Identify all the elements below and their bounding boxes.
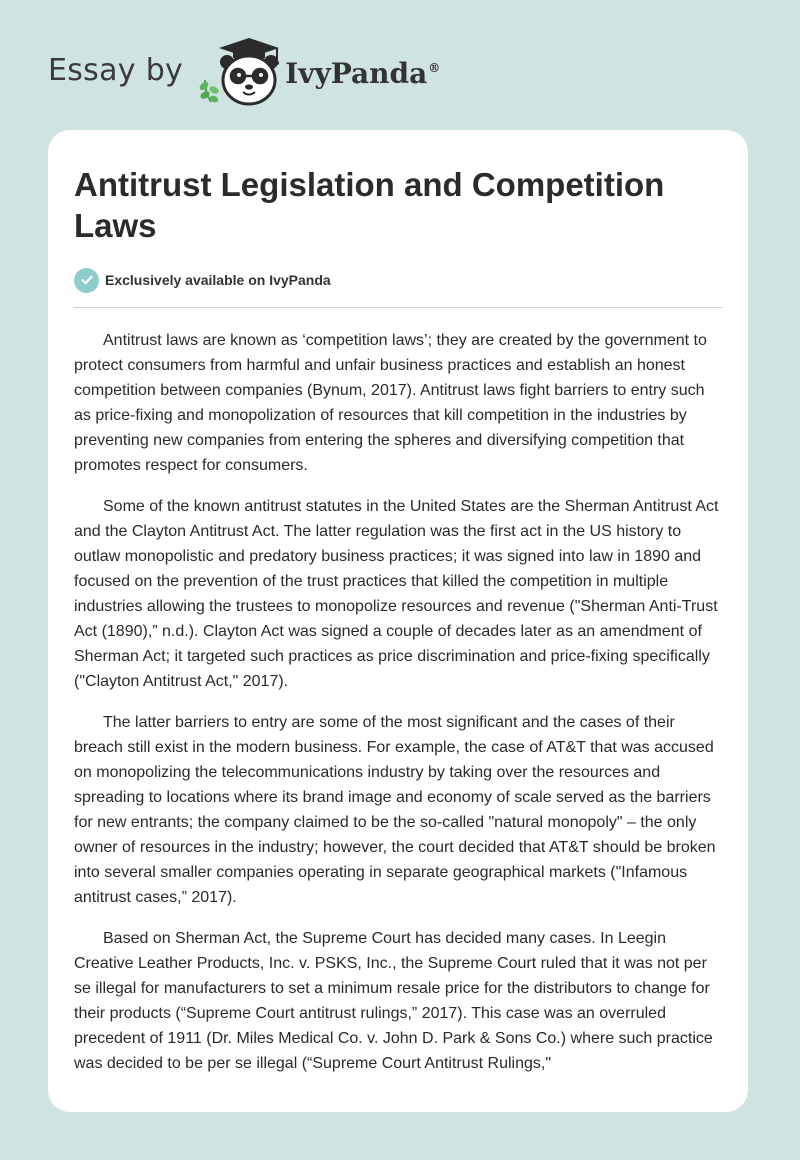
exclusive-badge: [74, 266, 722, 294]
brand-name[interactable]: [285, 57, 440, 90]
paragraph: Antitrust laws are known as ‘competition laws’; they are created by the government to protect consumers from harmful and unfair business practices and establish an honest competition between companies (Bynum, 2017). Antitrust laws fight barriers to entry such as price-fixing and monopolization of resources that kill competition in the industries by preventing new companies from entering the spheres and diversifying competition that promotes respect for consumers.: [74, 332, 707, 474]
badge-text: Exclusively available on IvyPanda: [105, 272, 331, 288]
essay-body: [74, 328, 722, 1076]
brand-prefix: Essay by: [48, 52, 184, 88]
panda-logo-icon[interactable]: [197, 36, 287, 108]
essay-title: Antitrust Legislation and Competition Laws: [74, 166, 665, 244]
brand-name-text: IvyPanda: [285, 56, 428, 90]
paragraph: Some of the known antitrust statutes in the United States are the Sherman Antitrust Act and the Clayton Antitrust Act. The latter regulation was the first act in the US history to outlaw monopolistic and predatory business practices; it was signed into law in 1890 and focused on the prevention of the trust practices that killed the competition in multiple industries allowing the trustees to monopolize resources and revenue ("Sherman Anti-Trust Act (1890),” n.d.). Clayton Act was signed a couple of decades later as an amendment of Sherman Act; it targeted such practices as price discrimination and price-fixing specifically ("Clayton Antitrust Act," 2017).: [74, 498, 719, 690]
paragraph: Based on Sherman Act, the Supreme Court has decided many cases. In Leegin Creative Leather Products, Inc. v. PSKS, Inc., the Supreme Court ruled that it was not per se illegal for manufacturers to set a minimum resale price for the distributors to change for their products (“Supreme Court antitrust rulings,” 2017). This case was an overruled precedent of 1911 (Dr. Miles Medical Co. v. John D. Park & Sons Co.) where such practice was decided to be per se illegal (“Supreme Court Antitrust Rulings,": [74, 930, 713, 1072]
paragraph: The latter barriers to entry are some of the most significant and the cases of their breach still exist in the modern business. For example, the case of AT&T that was accused on monopolizing the telecommunications industry by taking over the resources and spreading to locations where its brand image and economy of scale served as the barriers for new entrants; the company claimed to be the so-called "natural monopoly" – the only owner of resources in the industry; however, the court decided that AT&T should be broken into several smaller companies operating in separate geographical markets ("Infamous antitrust cases,” 2017).: [74, 714, 716, 906]
essay-card: [48, 130, 748, 1112]
check-icon: [74, 268, 99, 293]
site-header: [48, 36, 440, 108]
registered-mark: ®: [428, 61, 441, 76]
divider: [74, 307, 722, 308]
